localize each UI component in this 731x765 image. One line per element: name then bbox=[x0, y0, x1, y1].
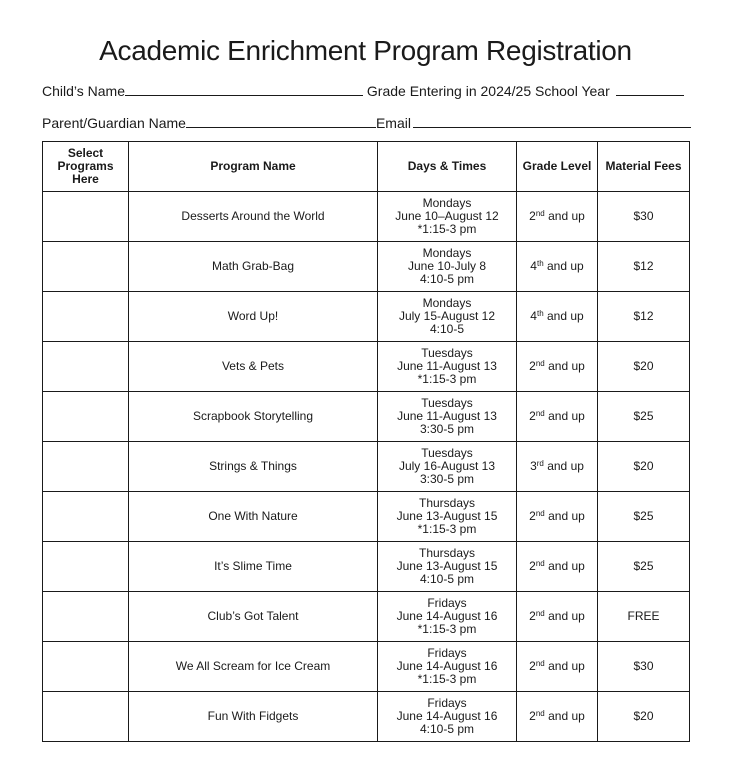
table-row bbox=[43, 242, 690, 292]
days-times bbox=[378, 442, 517, 492]
program-name: Math Grab-Bag bbox=[129, 242, 378, 292]
days-times bbox=[378, 492, 517, 542]
select-program-cell[interactable] bbox=[43, 642, 129, 692]
grade-level bbox=[517, 392, 598, 442]
program-name: Club’s Got Talent bbox=[129, 592, 378, 642]
select-program-cell[interactable] bbox=[43, 192, 129, 242]
select-program-cell[interactable] bbox=[43, 442, 129, 492]
grade-suffix: nd bbox=[535, 509, 545, 518]
program-day: Thursdays bbox=[418, 496, 476, 510]
material-fee: $12 bbox=[598, 242, 690, 292]
program-day: Mondays bbox=[422, 196, 472, 210]
grade-level bbox=[517, 592, 598, 642]
select-program-cell[interactable] bbox=[43, 542, 129, 592]
grade-level bbox=[517, 692, 598, 742]
select-program-cell[interactable] bbox=[43, 292, 129, 342]
grade-number: 2 bbox=[529, 559, 536, 573]
material-fee: FREE bbox=[598, 592, 690, 642]
grade-suffix: th bbox=[536, 309, 544, 318]
program-name: Vets & Pets bbox=[129, 342, 378, 392]
program-name: Desserts Around the World bbox=[129, 192, 378, 242]
program-time: 3:30-5 pm bbox=[419, 422, 475, 436]
table-row bbox=[43, 192, 690, 242]
header-program-name: Program Name bbox=[129, 142, 378, 192]
program-day: Mondays bbox=[422, 296, 472, 310]
email-field[interactable] bbox=[413, 114, 691, 128]
program-dates: June 14-August 16 bbox=[396, 609, 498, 623]
program-dates: July 15-August 12 bbox=[398, 309, 496, 323]
material-fee: $30 bbox=[598, 642, 690, 692]
grade-number: 2 bbox=[529, 609, 536, 623]
grade-suffix: rd bbox=[536, 459, 544, 468]
grade-suffix: th bbox=[536, 259, 544, 268]
parent-info-line bbox=[42, 114, 691, 132]
program-day: Tuesdays bbox=[421, 346, 473, 360]
program-name: Fun With Fidgets bbox=[129, 692, 378, 742]
material-fee: $30 bbox=[598, 192, 690, 242]
grade-and-up: and up bbox=[544, 559, 585, 573]
material-fee: $20 bbox=[598, 692, 690, 742]
child-info-line bbox=[42, 82, 684, 100]
program-name: Scrapbook Storytelling bbox=[129, 392, 378, 442]
days-times bbox=[378, 692, 517, 742]
grade-number: 2 bbox=[529, 359, 536, 373]
program-dates: June 13-August 15 bbox=[396, 559, 498, 573]
grade-number: 2 bbox=[529, 209, 536, 223]
table-row bbox=[43, 592, 690, 642]
grade-number: 2 bbox=[529, 709, 536, 723]
grade-and-up: and up bbox=[543, 309, 584, 323]
grade-and-up: and up bbox=[544, 409, 585, 423]
grade-number: 2 bbox=[529, 659, 536, 673]
grade-and-up: and up bbox=[544, 709, 585, 723]
program-name: It’s Slime Time bbox=[129, 542, 378, 592]
email-label: Email bbox=[375, 115, 411, 131]
grade-level bbox=[517, 242, 598, 292]
program-day: Mondays bbox=[422, 246, 472, 260]
program-dates: June 11-August 13 bbox=[397, 409, 497, 423]
program-dates: July 16-August 13 bbox=[398, 459, 496, 473]
program-day: Thursdays bbox=[418, 546, 476, 560]
program-name: One With Nature bbox=[129, 492, 378, 542]
grade-suffix: nd bbox=[535, 359, 545, 368]
days-times bbox=[378, 292, 517, 342]
program-time: *1:15-3 pm bbox=[417, 672, 477, 686]
material-fee: $25 bbox=[598, 392, 690, 442]
grade-level bbox=[517, 342, 598, 392]
grade-level bbox=[517, 542, 598, 592]
program-time: *1:15-3 pm bbox=[417, 622, 477, 636]
grade-suffix: nd bbox=[535, 209, 545, 218]
parent-name-field[interactable] bbox=[186, 114, 376, 128]
days-times bbox=[378, 642, 517, 692]
header-material-fees: Material Fees bbox=[598, 142, 690, 192]
program-time: 4:10-5 pm bbox=[419, 572, 475, 586]
days-times bbox=[378, 242, 517, 292]
grade-and-up: and up bbox=[543, 459, 584, 473]
grade-number: 4 bbox=[530, 259, 537, 273]
program-name: We All Scream for Ice Cream bbox=[129, 642, 378, 692]
select-program-cell[interactable] bbox=[43, 392, 129, 442]
program-day: Fridays bbox=[427, 646, 467, 660]
program-dates: June 14-August 16 bbox=[396, 709, 498, 723]
grade-level bbox=[517, 442, 598, 492]
table-row bbox=[43, 292, 690, 342]
material-fee: $25 bbox=[598, 542, 690, 592]
program-dates: June 14-August 16 bbox=[396, 659, 498, 673]
program-time: 4:10-5 pm bbox=[419, 272, 475, 286]
grade-and-up: and up bbox=[544, 509, 585, 523]
material-fee: $20 bbox=[598, 442, 690, 492]
grade-level bbox=[517, 642, 598, 692]
program-time: 3:30-5 pm bbox=[419, 472, 475, 486]
program-name: Word Up! bbox=[129, 292, 378, 342]
table-row bbox=[43, 642, 690, 692]
program-dates: June 10–August 12 bbox=[395, 209, 499, 223]
select-program-cell[interactable] bbox=[43, 592, 129, 642]
program-time: *1:15-3 pm bbox=[417, 372, 477, 386]
table-row bbox=[43, 492, 690, 542]
select-program-cell[interactable] bbox=[43, 692, 129, 742]
grade-number: 3 bbox=[530, 459, 537, 473]
program-name: Strings & Things bbox=[129, 442, 378, 492]
table-row bbox=[43, 542, 690, 592]
grade-number: 2 bbox=[529, 509, 536, 523]
material-fee: $20 bbox=[598, 342, 690, 392]
header-days-times: Days & Times bbox=[378, 142, 517, 192]
grade-suffix: nd bbox=[535, 409, 545, 418]
material-fee: $12 bbox=[598, 292, 690, 342]
program-time: *1:15-3 pm bbox=[417, 522, 477, 536]
table-row bbox=[43, 442, 690, 492]
grade-level bbox=[517, 292, 598, 342]
program-day: Tuesdays bbox=[421, 446, 473, 460]
program-dates: June 10-July 8 bbox=[407, 259, 487, 273]
grade-level bbox=[517, 492, 598, 542]
grade-and-up: and up bbox=[544, 209, 585, 223]
days-times bbox=[378, 342, 517, 392]
table-row bbox=[43, 342, 690, 392]
days-times bbox=[378, 592, 517, 642]
grade-and-up: and up bbox=[544, 609, 585, 623]
days-times bbox=[378, 392, 517, 442]
grade-and-up: and up bbox=[544, 659, 585, 673]
program-table bbox=[42, 141, 690, 742]
grade-field[interactable] bbox=[616, 82, 684, 96]
program-day: Fridays bbox=[427, 596, 467, 610]
program-rows bbox=[43, 192, 690, 742]
program-time: 4:10-5 bbox=[429, 322, 465, 336]
program-time: 4:10-5 pm bbox=[419, 722, 475, 736]
page-title: Academic Enrichment Program Registration bbox=[99, 35, 632, 66]
header-grade-level: Grade Level bbox=[517, 142, 598, 192]
program-day: Fridays bbox=[427, 696, 467, 710]
select-program-cell[interactable] bbox=[43, 242, 129, 292]
grade-suffix: nd bbox=[535, 659, 545, 668]
grade-number: 2 bbox=[529, 409, 536, 423]
table-header-row bbox=[43, 142, 690, 192]
child-name-label: Child’s Name bbox=[42, 83, 125, 99]
material-fee: $25 bbox=[598, 492, 690, 542]
select-program-cell[interactable] bbox=[43, 342, 129, 392]
grade-and-up: and up bbox=[543, 259, 584, 273]
grade-label: Grade Entering in 2024/25 School Year bbox=[366, 83, 610, 99]
program-day: Tuesdays bbox=[421, 396, 473, 410]
program-time: *1:15-3 pm bbox=[417, 222, 477, 236]
grade-level bbox=[517, 192, 598, 242]
grade-number: 4 bbox=[530, 309, 537, 323]
grade-suffix: nd bbox=[535, 609, 545, 618]
grade-suffix: nd bbox=[535, 559, 545, 568]
parent-name-label: Parent/Guardian Name bbox=[42, 115, 186, 131]
grade-and-up: and up bbox=[544, 359, 585, 373]
days-times bbox=[378, 192, 517, 242]
table-row bbox=[43, 392, 690, 442]
child-name-field[interactable] bbox=[125, 82, 363, 96]
program-dates: June 13-August 15 bbox=[396, 509, 498, 523]
table-row bbox=[43, 692, 690, 742]
program-dates: June 11-August 13 bbox=[397, 359, 497, 373]
select-program-cell[interactable] bbox=[43, 492, 129, 542]
grade-suffix: nd bbox=[535, 709, 545, 718]
days-times bbox=[378, 542, 517, 592]
header-select: Select Programs Here bbox=[43, 142, 129, 192]
